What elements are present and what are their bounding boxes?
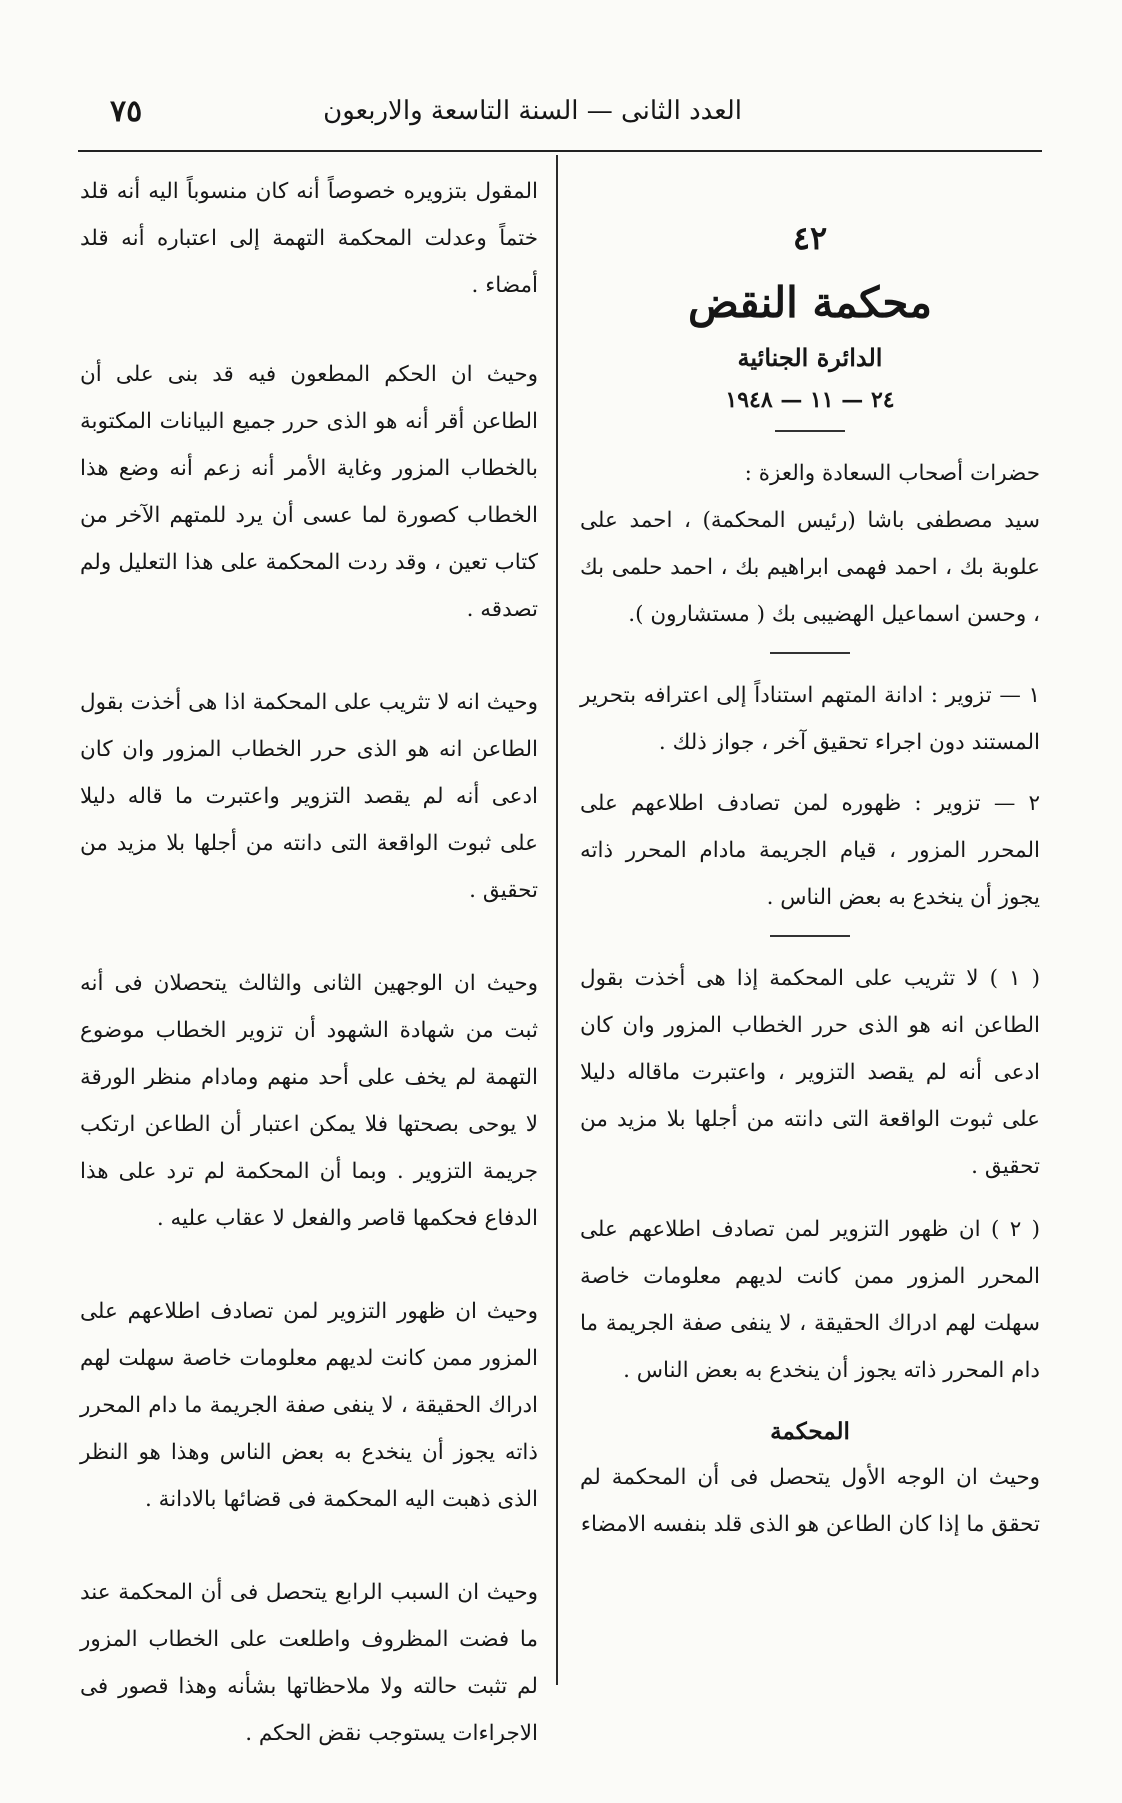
circuit-name: الدائرة الجنائية (737, 343, 883, 372)
paragraph: وحيث انه لا تثريب على المحكمة اذا هى أخذت بقول الطاعن انه هو الذى حرر الخطاب المزور وان كان ادعى أنه لم يقصد التزوير واعتبرت ما قاله دليلا على ثبوت الواقعة التى دانته من أجلها بلا مزيد من تحقيق . (80, 690, 538, 903)
case-number: ٤٢ (792, 219, 828, 257)
page-header (78, 96, 1042, 146)
separator (770, 652, 850, 654)
column-divider (556, 155, 558, 1685)
court-section-heading: المحكمة (770, 1418, 850, 1445)
legal-principle-1: ( ١ ) لا تثريب على المحكمة إذا هى أخذت بقول الطاعن انه هو الذى حرر الخطاب المزور وان كان ادعى أنه لم يقصد التزوير ، واعتبرت ماقاله دليلا على ثبوت الواقعة التى دانته من أجلها بلا مزيد من تحقيق . (580, 966, 1040, 1179)
ruling-date: ٢٤ — ١١ — ١٩٤٨ (725, 387, 895, 413)
right-column (580, 210, 1040, 1548)
separator (770, 935, 850, 937)
legal-principle-2: ( ٢ ) ان ظهور التزوير لمن تصادف اطلاعهم على المحرر المزور ممن كانت لديهم معلومات خاصة سهلت لهم ادراك الحقيقة ، لا ينفى صفة الجريمة ما دام المحرر ذاته يجوز أن ينخدع به بعض الناس . (580, 1217, 1040, 1383)
paragraph: المقول بتزويره خصوصاً أنه كان منسوباً اليه أنه قلد ختماً وعدلت المحكمة التهمة إلى اعتباره أنه قلد أمضاء . (80, 179, 538, 298)
presence-line: حضرات أصحاب السعادة والعزة : (744, 461, 1040, 486)
paragraph: وحيث ان الوجهين الثانى والثالث يتحصلان فى أنه ثبت من شهادة الشهود أن تزوير الخطاب موضوع التهمة لم يخف على أحد منهم ومادام منظر الورقة لا يوحى بصحتها فلا يمكن اعتبار أن الطاعن ارتكب جريمة التزوير . وبما أن المحكمة لم ترد على هذا الدفاع فحكمها قاصر والفعل لا عقاب عليه . (80, 971, 538, 1231)
paragraph: وحيث ان الحكم المطعون فيه قد بنى على أن الطاعن أقر أنه هو الذى حرر جميع البيانات المكتوبة بالخطاب المزور وغاية الأمر أنه زعم أنه وضع هذا الخطاب كصورة لما عسى أن يرد للمتهم الآخر من كتاب تعين ، وقد ردت المحكمة على هذا التعليل ولم تصدقه . (80, 362, 538, 622)
court-reasoning-start: وحيث ان الوجه الأول يتحصل فى أن المحكمة لم تحقق ما إذا كان الطاعن هو الذى قلد بنفسه الامضاء (580, 1465, 1040, 1537)
judges-list: سيد مصطفى باشا (رئيس المحكمة) ، احمد على علوبة بك ، احمد فهمى ابراهيم بك ، احمد حلمى بك ، وحسن اسماعيل الهضيبى بك ( مستشارون ). (580, 508, 1040, 627)
paragraph: وحيث ان السبب الرابع يتحصل فى أن المحكمة عند ما فضت المظروف واطلعت على الخطاب المزور لم تثبت حالته ولا ملاحظاتها بشأنه وهذا قصور فى الاجراءات يستوجب نقض الحكم . (80, 1580, 538, 1746)
summary-item-1: ١ — تزوير : ادانة المتهم استناداً إلى اعترافه بتحرير المستند دون اجراء تحقيق آخر ، جواز ذلك . (580, 683, 1040, 755)
summary-item-2: ٢ — تزوير : ظهوره لمن تصادف اطلاعهم على المحرر المزور ، قيام الجريمة مادام المحرر ذاته يجوز أن ينخدع به بعض الناس . (580, 791, 1040, 910)
header-title: العدد الثانى — السنة التاسعة والاربعون (323, 96, 742, 126)
page-number: ٧٥ (110, 94, 143, 129)
left-column (80, 168, 538, 1803)
header-divider (78, 150, 1042, 152)
court-name: محكمة النقض (687, 278, 933, 327)
paragraph: وحيث ان ظهور التزوير لمن تصادف اطلاعهم على المزور ممن كانت لديهم معلومات خاصة سهلت لهم ادراك الحقيقة ، لا ينفى صفة الجريمة ما دام المحرر ذاته يجوز أن ينخدع به بعض الناس وهذا هو النظر الذى ذهبت اليه المحكمة فى قضائها بالادانة . (80, 1299, 538, 1512)
separator (775, 430, 845, 432)
